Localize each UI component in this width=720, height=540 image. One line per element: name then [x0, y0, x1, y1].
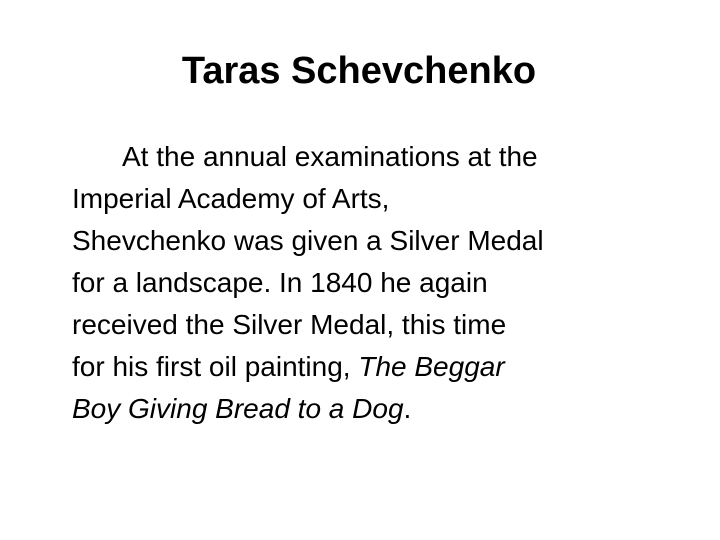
painting-title-part-2: Boy Giving Bread to a Dog [72, 393, 404, 424]
paragraph-line [72, 388, 700, 430]
paragraph-line: received the Silver Medal, this time [72, 309, 507, 340]
painting-title-part-1: The Beggar [358, 351, 505, 382]
paragraph-line: Imperial Academy of Arts, [72, 183, 390, 214]
paragraph-line: Shevchenko was given a Silver Medal [72, 225, 544, 256]
paragraph-line: for a landscape. In 1840 he again [72, 267, 488, 298]
slide-body-paragraph [72, 136, 700, 430]
paragraph-line [72, 346, 700, 388]
paragraph-text: for his first oil painting, [72, 351, 359, 382]
paragraph-line: At the annual examinations at the [122, 141, 538, 172]
paragraph-text: . [403, 393, 412, 424]
slide-title: Taras Schevchenko [181, 50, 537, 92]
